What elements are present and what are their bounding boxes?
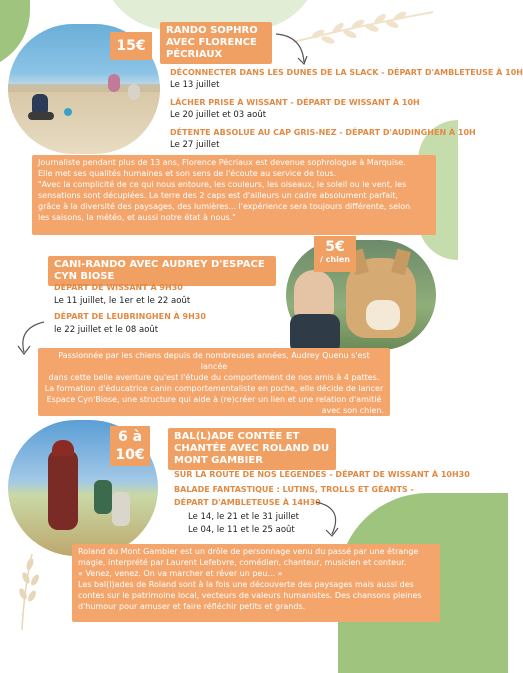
description-line: Journaliste pendant plus de 13 ans, Florence Pécriaux est devenue sophrologue à Marquise. <box>38 158 406 167</box>
description-line: magie, interprété par Laurent Lefebvre, comédien, chanteur, musicien et conteur. <box>78 558 407 567</box>
event-dates: le 22 juillet et le 08 août <box>54 325 159 335</box>
price-badge <box>110 426 150 466</box>
description-line: sensations sont décuplées. La terre des 2 caps est d'ailleurs un cadre absolument parfait, <box>38 191 399 200</box>
price-unit: / chien <box>319 255 350 264</box>
description-line: Espace Cyn'Biose, une structure qui aide à (re)créer un lien et une relation d'amitié <box>46 395 382 404</box>
description-line: avec son chien. <box>321 406 384 415</box>
event-dates: Le 11 juillet, le 1er et le 22 août <box>54 296 191 306</box>
event-title: DÉCONNECTER DANS LES DUNES DE LA SLACK - DÉPART D'AMBLETEUSE À 10H <box>170 68 523 77</box>
description-line: d'humour pour amuser et faire réfléchir petits et grands. <box>78 602 306 611</box>
arrow-icon <box>310 498 346 540</box>
description-box <box>38 348 390 416</box>
dog-photo <box>286 240 436 350</box>
price-value: 6 à <box>117 429 143 445</box>
wheat-icon <box>2 550 52 630</box>
description-line: "Avec la complicité de ce qui nous entoure, les couleurs, les oiseaux, le soleil ou le vent, les <box>38 180 407 189</box>
description-box <box>32 155 436 235</box>
section-title: CANI-RANDO AVEC AUDREY D'ESPACE CYN BIOSE <box>48 256 276 286</box>
event-title: LÂCHER PRISE À WISSANT - DÉPART DE WISSANT À 10H <box>170 98 420 107</box>
section-title: BAL(L)ADE CONTÉE ET CHANTÉE AVEC ROLAND DU MONT GAMBIER <box>168 428 336 470</box>
description-line: les saisons, la météo, et aussi notre état à nous." <box>38 213 236 222</box>
description-line: dans cette belle aventure qu'est l'étude du comportement de nos amis à 4 pattes. <box>48 373 380 382</box>
description-line: Passionnée par les chiens depuis de nombreuses années, Audrey Quenu s'est lancée <box>58 351 370 371</box>
event-dates: Le 27 juillet <box>170 140 220 150</box>
event-title: DÉTENTE ABSOLUE AU CAP GRIS-NEZ - DÉPART D'AUDINGHEN À 10H <box>170 128 476 137</box>
price-badge: 15€ <box>110 32 152 60</box>
event-title: DÉPART DE LEUBRINGHEN À 9H30 <box>54 312 206 321</box>
price-value: 5€ <box>325 239 345 255</box>
description-box <box>72 544 440 622</box>
event-title: SUR LA ROUTE DE NOS LÉGENDES - DÉPART DE WISSANT À 10H30 <box>174 470 470 479</box>
event-title: BALADE FANTASTIQUE : LUTINS, TROLLS ET GÉANTS - DÉPART D'AMBLETEUSE À 14H30 <box>174 485 414 507</box>
arrow-icon <box>272 30 312 70</box>
event-dates: Le 20 juillet et 03 août <box>170 110 267 120</box>
description-line: grâce à la diversité des paysages, des lumières... l'expérience sera toujours différente, selon <box>38 202 411 211</box>
section-title: RANDO SOPHRO AVEC FLORENCE PÉCRIAUX <box>160 22 272 64</box>
price-value: 10€ <box>115 447 145 463</box>
event-dates: Le 13 juillet <box>170 80 220 90</box>
description-line: La formation d'éducatrice canin comportementaliste en poche, elle décide de lancer <box>44 384 384 393</box>
price-badge <box>314 236 356 272</box>
event-dates: Le 14, le 21 et le 31 juillet <box>188 512 300 522</box>
description-line: Elle met ses qualités humaines et son sens de l'écoute au service de tous. <box>38 169 337 178</box>
description-line: Les bal(l)ades de Roland sont à la fois une découverte des paysages mais aussi des <box>78 580 414 589</box>
event-dates: Le 04, le 11 et le 25 août <box>188 525 295 535</box>
description-line: « Venez, venez. On va marcher et rêver un peu... » <box>78 569 283 578</box>
description-line: contes sur le patrimoine local, vecteurs de valeurs humanistes. Des chansons pleines <box>78 591 422 600</box>
description-line: Roland du Mont Gambier est un drôle de personnage venu du passé par une étrange <box>78 547 419 556</box>
event-title: DÉPART DE WISSANT À 9H30 <box>54 283 183 292</box>
